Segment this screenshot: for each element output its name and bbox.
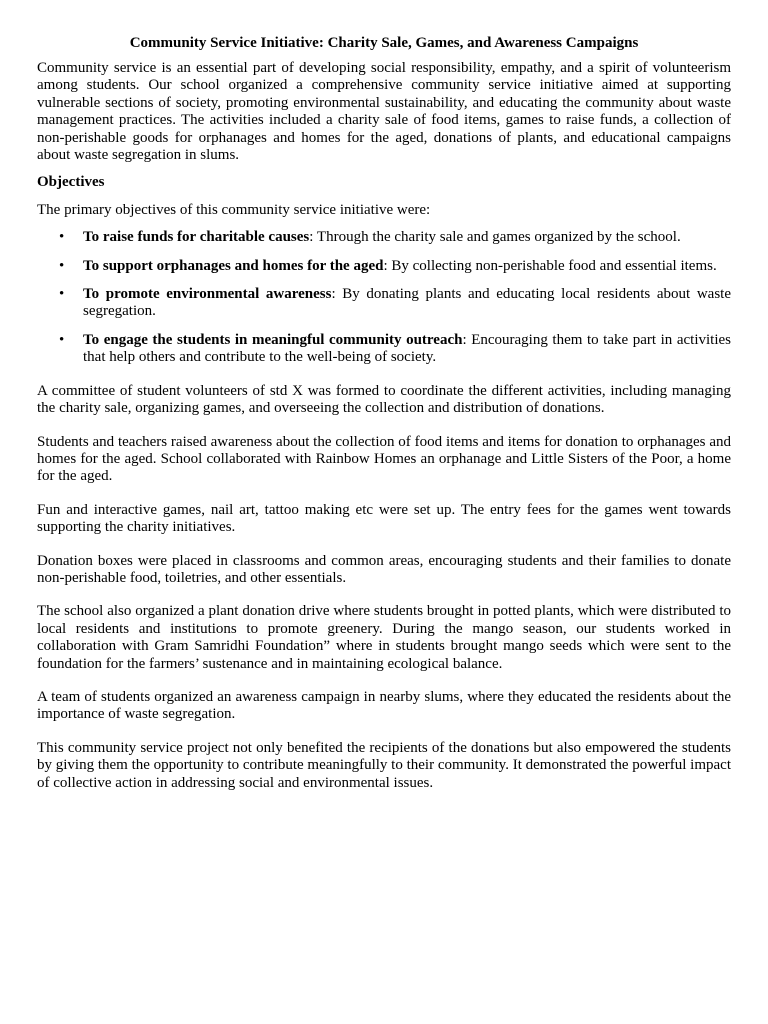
committee-paragraph: A committee of student volunteers of std X was formed to coordinate the different activities, including managing the charity sale, organizing games, and overseeing the collection and distribution of donations. <box>37 382 731 417</box>
objective-item <box>37 332 731 367</box>
conclusion-paragraph: This community service project not only benefited the recipients of the donations but also empowered the students by giving them the opportunity to contribute meaningfully to their community. It demonstrated the powerful impact of collective action in addressing social and environmental issues. <box>37 739 731 791</box>
awareness-paragraph: Students and teachers raised awareness about the collection of food items and items for donation to orphanages and homes for the aged. School collaborated with Rainbow Homes an orphanage and Little Sisters of the Poor, a home for the aged. <box>37 433 731 485</box>
slum-campaign-paragraph: A team of students organized an awareness campaign in nearby slums, where they educated the residents about the importance of waste segregation. <box>37 688 731 723</box>
objectives-heading: Objectives <box>37 174 105 191</box>
objectives-list <box>37 229 731 366</box>
donation-boxes-paragraph: Donation boxes were placed in classrooms and common areas, encouraging students and their families to donate non-perishable food, toiletries, and other essentials. <box>37 552 731 586</box>
objective-text: : By donating plants and educating local residents about waste segregation. <box>83 286 731 320</box>
objective-title: To promote environmental awareness <box>83 286 332 303</box>
objectives-lead-paragraph: The primary objectives of this community service initiative were: <box>37 201 431 218</box>
objective-title: To support orphanages and homes for the aged <box>83 257 384 274</box>
objective-item <box>37 229 731 246</box>
intro-paragraph: Community service is an essential part of developing social responsibility, empathy, and a spirit of volunteerism among students. Our school organized a comprehensive community service initiative aimed at supporting vulnerable sections of society, promoting environmental sustainability, and educating the community about waste management practices. The activities included a charity sale of food items, games to raise funds, a collection of non-perishable goods for orphanages and homes for the aged, donations of plants, and educational campaigns about waste segregation in slums. <box>37 60 731 164</box>
objective-item <box>37 258 731 275</box>
games-paragraph: Fun and interactive games, nail art, tattoo making etc were set up. The entry fees for the games went towards supporting the charity initiatives. <box>37 501 731 536</box>
bullet-icon: • <box>59 286 65 303</box>
objective-title: To engage the students in meaningful community outreach <box>83 331 463 348</box>
plant-drive-paragraph: The school also organized a plant donation drive where students brought in potted plants, which were distributed to local residents and institutions to promote greenery. During the mango season, our students worked in collaboration with Gram Samridhi Foundation” where in students brought mango seeds which were sent to the foundation for the farmers’ sustenance and in maintaining ecological balance. <box>37 603 731 672</box>
bullet-icon: • <box>59 331 65 348</box>
bullet-icon: • <box>59 257 65 274</box>
objective-text: : By collecting non-perishable food and essential items. <box>383 257 717 274</box>
document-title: Community Service Initiative: Charity Sale, Games, and Awareness Campaigns <box>129 35 639 51</box>
bullet-icon: • <box>59 229 65 246</box>
objective-text: : Encouraging them to take part in activities that help others and contribute to the well-being of society. <box>83 331 731 366</box>
objective-item <box>37 286 731 321</box>
objective-title: To raise funds for charitable causes <box>83 229 310 246</box>
objective-text: : Through the charity sale and games organized by the school. <box>309 229 681 246</box>
